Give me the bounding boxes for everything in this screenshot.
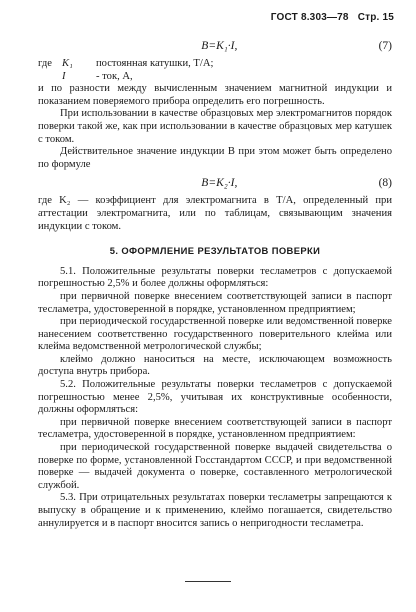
where-label: где [38,58,52,69]
formula-8 [38,177,392,193]
clause-5-2: 5.2. Положительные результаты поверки тесламетров с допускаемой погрешностью менее 2,5%, учитывая их конструктивные особенности, должны оформляться: [38,379,392,416]
formula-8-number: (8) [378,177,392,190]
k1-description: постоянная катушки, Т/А; [96,58,214,69]
formula-8-expression: B=K₂·I, [201,177,238,190]
formula-7 [38,40,392,56]
i-description: - ток, А, [96,70,133,82]
paragraph-k2: где K₂ — коэффициент для электромагнита в Т/А, определенный при аттестации электромагнита, или по таблицам, связывающим значения индукции с током. [38,195,392,232]
paragraph-induction: Действительное значение индукции B при этом может быть определено по формуле [38,146,392,170]
paragraph-electromagnets: При использовании в качестве образцовых мер электромагнитов порядок поверки такой же, как при использовании в качестве образцовых мер катушек с током. [38,108,392,145]
formula-7-expression: B=K₁·I, [201,40,238,52]
clause-5-1: 5.1. Положительные результаты поверки тесламетров с допускаемой погрешностью 2,5% и более должны оформляться: [38,265,392,290]
clause-5-3: 5.3. При отрицательных результатах поверки тесламетры запрещаются к выпуску в обращение и к применению, клеймо погашается, свидетельство аннулируется и в паспорт вносится запись о непригодности тесламетра. [38,492,392,529]
section-title: 5. ОФОРМЛЕНИЕ РЕЗУЛЬТАТОВ ПОВЕРКИ [109,245,321,257]
clause-5-1-periodic: при периодической государственной поверке или ведомственной поверке нанесением соответственно государственного поверительного клейма или клейма ведомственной метрологической службы; [38,316,392,353]
paragraph-error: и по разности между вычисленным значением магнитной индукции и показанием поверяемого прибора определить его погрешность. [38,83,392,107]
symbol-k1: K₁ [62,58,73,69]
standard-number: ГОСТ 8.303—78 [270,12,349,23]
clause-5-2-primary: при первичной поверке внесением соответствующей записи в паспорт тесламетра, удостоверенной в порядке, установленном предприятием: [38,416,392,441]
where-i [38,71,392,84]
page-content [38,34,392,530]
footer-rule [185,581,231,582]
formula-7-number: (7) [378,40,392,52]
where-k1 [38,58,392,71]
clause-5-1-stamp: клеймо должно наноситься на месте, исключающем возможность доступа внутрь прибора. [38,353,392,378]
clause-5-2-periodic: при периодической государственной поверке выдачей свидетельства о поверке по форме, установленной Госстандартом СССР, и при ведомственной поверке — выдачей документа о поверке, составленного метрологической службой. [38,442,392,491]
symbol-i: I [62,70,66,82]
page-number: Стр. 15 [357,12,394,23]
clause-5-1-primary: при первичной поверке внесением соответствующей записи в паспорт тесламетра, удостоверенной в порядке, установленном предприятием; [38,290,392,315]
page-header [271,12,394,25]
